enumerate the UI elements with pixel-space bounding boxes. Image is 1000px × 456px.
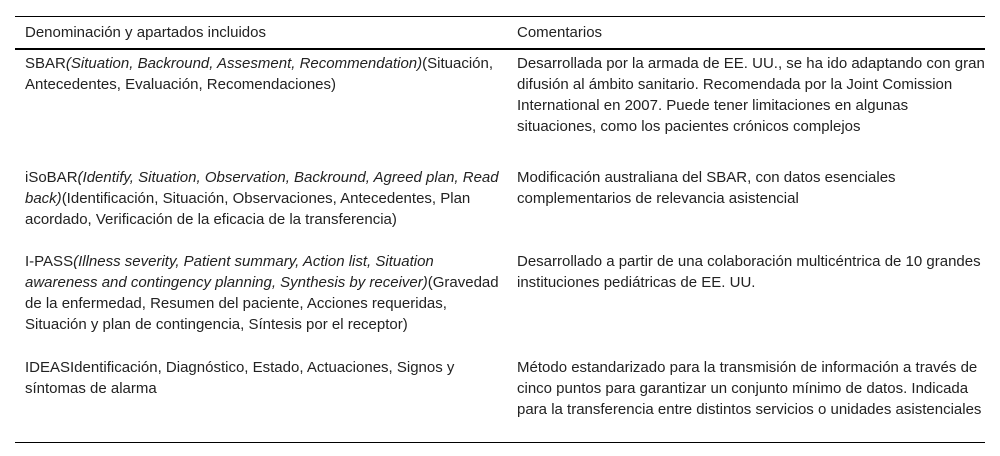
table-row (15, 357, 985, 442)
table-row (15, 251, 985, 357)
method-expansion: (Situation, Backround, Assesment, Recommendation) (65, 55, 423, 72)
table-row (15, 50, 985, 167)
method-translation: (Situación, Antecedentes, Evaluación, Recomendaciones) (25, 55, 494, 93)
comment-cell: Método estandarizado para la transmisión de información a través de cinco puntos para garantizar un conjunto mínimo de datos. Indicada para la transferencia entre distintos servicios o unidades asistenciales (517, 359, 982, 418)
method-translation: (Identificación, Situación, Observaciones, Antecedentes, Plan acordado, Verificación de la eficacia de la transferencia) (25, 190, 471, 228)
table-row (15, 167, 985, 251)
comment-cell: Modificación australiana del SBAR, con datos esenciales complementarios de relevancia asistencial (517, 169, 896, 207)
method-name: SBAR (25, 55, 66, 72)
header-denomination: Denominación y apartados incluidos (25, 24, 266, 41)
comment-cell: Desarrollado a partir de una colaboración multicéntrica de 10 grandes instituciones pediátricas de EE. UU. (517, 253, 981, 291)
method-translation: (Gravedad de la enfermedad, Resumen del paciente, Acciones requeridas, Situación y plan de contingencia, Síntesis por el receptor) (25, 274, 499, 333)
method-translation: Identificación, Diagnóstico, Estado, Actuaciones, Signos y síntomas de alarma (25, 359, 455, 397)
table-header-row (15, 17, 985, 48)
header-comments: Comentarios (517, 24, 603, 41)
method-name: iSoBAR (25, 169, 78, 186)
table-bottom-rule (15, 442, 985, 443)
method-expansion: (Identify, Situation, Observation, Backround, Agreed plan, Read back) (25, 169, 499, 207)
comment-cell: Desarrollada por la armada de EE. UU., se ha ido adaptando con gran difusión al ámbito sanitario. Recomendada por la Joint Comission International en 2007. Puede tener limitaciones en algunas situaciones, como los pacientes crónicos complejos (517, 55, 985, 135)
method-expansion: (Illness severity, Patient summary, Action list, Situation awareness and contingency planning, Synthesis by receiver) (25, 253, 434, 291)
denomination-cell (15, 357, 507, 442)
denomination-cell (15, 251, 507, 357)
denomination-cell (15, 53, 507, 167)
denomination-cell (15, 167, 507, 251)
handoff-methods-table (15, 16, 985, 443)
method-name: I-PASS (25, 253, 74, 270)
method-name: IDEAS (25, 359, 71, 376)
